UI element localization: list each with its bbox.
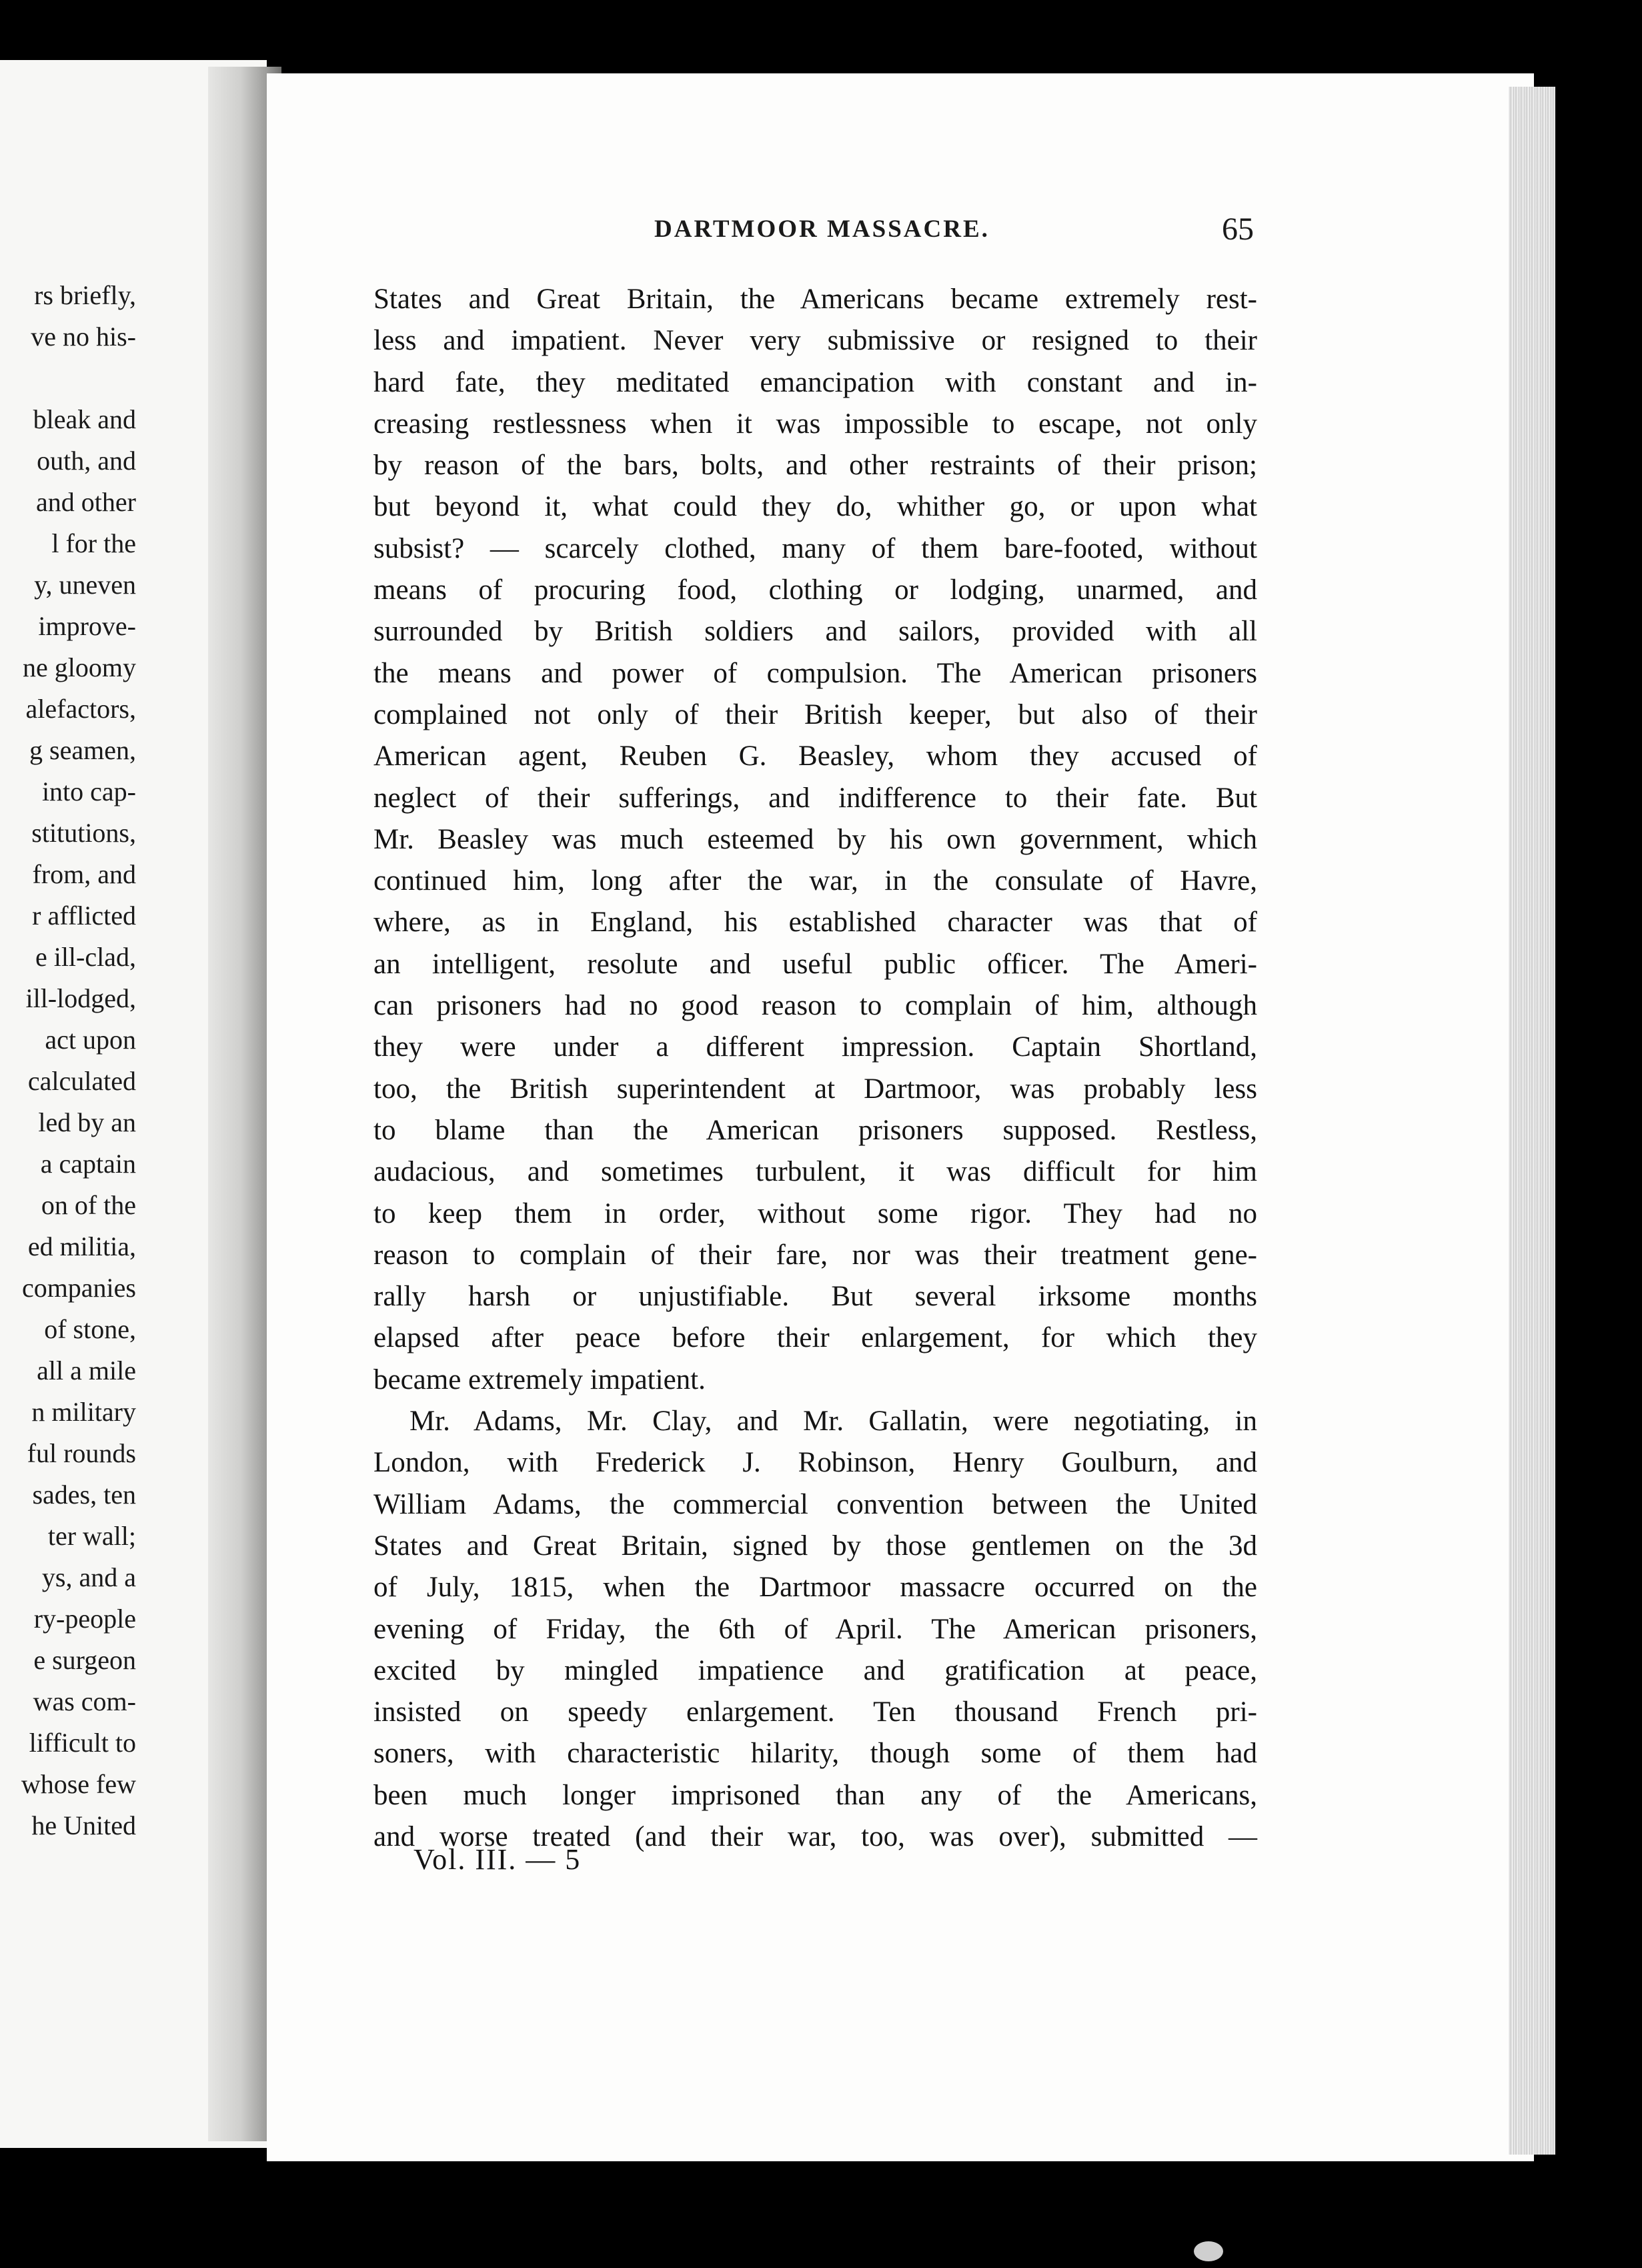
- previous-page-line: improve-: [38, 611, 136, 641]
- text-line: elapsed after peace before their enlargement, for which they: [373, 1322, 1257, 1354]
- previous-page-line: stitutions,: [31, 818, 136, 848]
- text-line: subsist? — scarcely clothed, many of them bare-footed, without: [373, 532, 1257, 564]
- text-line: to keep them in order, without some rigor. They had no: [373, 1197, 1257, 1229]
- text-line: but beyond it, what could they do, whither go, or upon what: [373, 491, 1257, 523]
- text-line: neglect of their sufferings, and indifference to their fate. But: [373, 782, 1257, 814]
- previous-page-line: on of the: [41, 1190, 136, 1220]
- text-line: the means and power of compulsion. The American prisoners: [373, 657, 1257, 689]
- previous-page-line: ful rounds: [27, 1438, 136, 1468]
- previous-page-line: alefactors,: [25, 694, 136, 724]
- text-line: rally harsh or unjustifiable. But several irksome months: [373, 1281, 1257, 1313]
- previous-page-line: e ill-clad,: [35, 942, 136, 972]
- previous-page-line: was com-: [33, 1686, 136, 1716]
- text-line: they were under a different impression. Captain Shortland,: [373, 1031, 1257, 1063]
- previous-page-line: and other: [36, 487, 136, 517]
- previous-page-line: e surgeon: [33, 1645, 136, 1675]
- previous-page-line: g seamen,: [29, 735, 136, 765]
- previous-page-line: into cap-: [41, 776, 136, 806]
- previous-page-line: led by an: [38, 1107, 136, 1137]
- text-line: hard fate, they meditated emancipation with constant and in-: [373, 366, 1257, 398]
- text-line: complained not only of their British keeper, but also of their: [373, 698, 1257, 730]
- previous-page-line: r afflicted: [32, 901, 136, 931]
- previous-page-line: l for the: [51, 528, 136, 558]
- previous-page-line: ry-people: [33, 1604, 136, 1634]
- text-line: can prisoners had no good reason to complain of him, although: [373, 990, 1257, 1022]
- body-text: [373, 279, 1257, 1858]
- previous-page-line: outh, and: [37, 446, 136, 476]
- text-line: less and impatient. Never very submissive or resigned to their: [373, 325, 1257, 357]
- text-line: creasing restlessness when it was impossible to escape, not only: [373, 408, 1257, 440]
- text-line: States and Great Britain, the Americans became extremely rest-: [373, 284, 1257, 315]
- previous-page-line: [9, 358, 136, 399]
- text-line: American agent, Reuben G. Beasley, whom they accused of: [373, 740, 1257, 772]
- previous-page-line: ne gloomy: [23, 652, 136, 682]
- text-line: where, as in England, his established character was that of: [373, 907, 1257, 939]
- previous-page-line: sades, ten: [32, 1480, 136, 1510]
- previous-page-line: ed militia,: [27, 1231, 136, 1261]
- previous-page-line: bleak and: [33, 404, 136, 434]
- previous-page-line: lifficult to: [29, 1728, 136, 1758]
- text-line: means of procuring food, clothing or lodging, unarmed, and: [373, 574, 1257, 606]
- text-line: an intelligent, resolute and useful public officer. The Ameri-: [373, 948, 1257, 980]
- page-header: [370, 211, 1254, 252]
- previous-page-line: rs briefly,: [34, 280, 136, 310]
- text-line: of July, 1815, when the Dartmoor massacre occurred on the: [373, 1572, 1257, 1604]
- text-line: by reason of the bars, bolts, and other restraints of their prison;: [373, 450, 1257, 482]
- previous-page-text: [9, 275, 136, 1846]
- text-line: audacious, and sometimes turbulent, it was difficult for him: [373, 1156, 1257, 1188]
- text-line: surrounded by British soldiers and sailors, provided with all: [373, 616, 1257, 648]
- text-line: William Adams, the commercial convention between the United: [373, 1488, 1257, 1520]
- previous-page-line: ter wall;: [47, 1521, 136, 1551]
- scan-smudge: [1194, 2241, 1223, 2261]
- previous-page-line: act upon: [45, 1025, 136, 1055]
- text-line: been much longer imprisoned than any of the Americans,: [373, 1779, 1257, 1811]
- previous-page-line: companies: [21, 1273, 136, 1303]
- text-line: reason to complain of their fare, nor was their treatment gene-: [373, 1239, 1257, 1271]
- text-line: continued him, long after the war, in the consulate of Havre,: [373, 865, 1257, 897]
- previous-page-line: calculated: [27, 1066, 136, 1096]
- running-head: DARTMOOR MASSACRE.: [654, 215, 990, 243]
- text-line: evening of Friday, the 6th of April. The American prisoners,: [373, 1613, 1257, 1645]
- previous-page-line: n military: [31, 1397, 136, 1427]
- previous-page-line: he United: [31, 1810, 136, 1840]
- previous-page-line: all a mile: [37, 1355, 136, 1385]
- text-line: insisted on speedy enlargement. Ten thousand French pri-: [373, 1696, 1257, 1728]
- previous-page-line: whose few: [21, 1769, 136, 1799]
- text-line: London, with Frederick J. Robinson, Henry Goulburn, and: [373, 1447, 1257, 1479]
- text-line: Mr. Adams, Mr. Clay, and Mr. Gallatin, were negotiating, in: [409, 1405, 1257, 1438]
- previous-page-line: y, uneven: [34, 570, 136, 600]
- text-line: Mr. Beasley was much esteemed by his own government, which: [373, 823, 1257, 855]
- page-number: 65: [1222, 211, 1254, 247]
- text-line: States and Great Britain, signed by those gentlemen on the 3d: [373, 1530, 1257, 1562]
- previous-page-line: ve no his-: [31, 322, 136, 352]
- previous-page-line: a captain: [40, 1149, 136, 1179]
- previous-page-line: ys, and a: [41, 1562, 136, 1592]
- text-line: soners, with characteristic hilarity, though some of them had: [373, 1738, 1257, 1770]
- text-line: and worse treated (and their war, too, was over), submitted —: [373, 1820, 1257, 1852]
- previous-page-line: of stone,: [44, 1314, 136, 1344]
- signature-mark: Vol. III. — 5: [414, 1843, 582, 1876]
- text-line: to blame than the American prisoners supposed. Restless,: [373, 1114, 1257, 1146]
- previous-page-line: from, and: [32, 859, 136, 889]
- page-edge: [1509, 87, 1555, 2155]
- previous-page-line: ill-lodged,: [25, 983, 136, 1013]
- text-line: too, the British superintendent at Dartmoor, was probably less: [373, 1073, 1257, 1105]
- text-line: became extremely impatient.: [373, 1363, 706, 1395]
- text-line: excited by mingled impatience and gratification at peace,: [373, 1654, 1257, 1686]
